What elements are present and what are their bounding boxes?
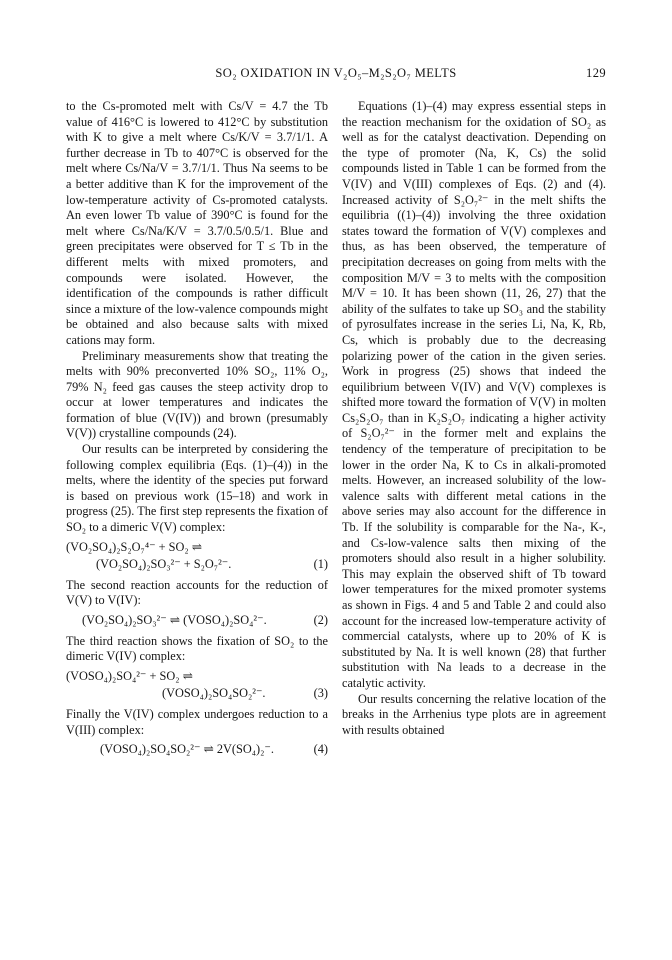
paragraph-continuation: to the Cs-promoted melt with Cs/V = 4.7 the Tb value of 416°C is lowered to 412°C by substitution with K to give a melt where Cs/K/V = 3.7/1/1. A further decrease in Tb to 407°C is observed for the melt where Cs/Na/V = 3.7/1/1. Thus Na seems to be a better additive than K for the improvement of the low-temperature activity of Cs-promoted catalysts. An even lower Tb value of 390°C is found for the melt where Cs/Na/K/V = 3.7/0.5/0.5/1. Blue and green precipitates were observed for T ≤ Tb in the different melts with mixed promoters, and compounds were isolated. However, the identification of the compounds is rather difficult since a mixture of the low-valence compounds might be obtained and also because salts with mixed cations may form. [66, 99, 328, 347]
equation-2 [66, 613, 328, 630]
equation-3-line-1 [66, 669, 328, 686]
equation-1-line-2 [66, 557, 328, 574]
paragraph-equations-discussion: Equations (1)–(4) may express essential steps in the reaction mechanism for the oxidation of SO₂ as well as for the catalyst deactivation. Depending on the type of promoter (Na, K, Cs) the solid compounds listed in Table 1 can be formed from the V(IV) and V(III) complexes of Eqs. (2) and (4). Increased activity of S₂O₇²⁻ in the melt shifts the equilibria ((1)–(4)) involving the three oxidation states toward the formation of V(V) complexes and thus, as has been observed, the temperature of precipitation decreases on going from melts with the composition M/V = 3 to melts with the composition M/V = 10. It has been shown (11, 26, 27) that the ability of the sulfates to take up SO₃ and the stability of pyrosulfates increase in the series Li, Na, K, Rb, Cs, which is probably due to the decreasing polarizing power of the cation in the given series. Work in progress (25) shows that indeed the equilibrium between V(IV) and V(V) complexes is shifted more toward the formation of V(V) in molten Cs₂S₂O₇ than in K₂S₂O₇ indicating a higher activity of S₂O₇²⁻ in the former melt and explains the tendency of the temperature of precipitation to be lower in the order Na, K to Cs in alkali-promoted melts. However, an increased solubility of the low-valence salts with different metal cations in the above series may also account for the difference in Tb. If the solubility is comparable for the Na-, K-, and Cs-low-valence salts then mixing of the promoters should also result in a higher solubility. This may explain the observed shift of Tb toward lower temperatures for the mixed promoter systems as shown in Figs. 4 and 5 and Table 2 and could also account for the increased low-temperature activity of commercial catalysts, where up to 20% of K is substituted by Na. It is well known (28) that further substitution with Na leads to a decrease in the catalytic activity. [342, 99, 606, 690]
equation-1-number: (1) [313, 556, 328, 571]
equation-4 [66, 742, 328, 759]
left-column [66, 99, 328, 759]
page-header [66, 66, 606, 84]
equation-1-rhs: (VO₂SO₄)₂SO₃²⁻ + S₂O₇²⁻. [96, 556, 232, 571]
equation-3-rhs: (VOSO₄)₂SO₄SO₂²⁻. [162, 686, 266, 700]
paragraph-second-reaction: The second reaction accounts for the reduction of V(V) to V(IV): [66, 577, 328, 608]
equation-1-line-1 [66, 540, 328, 557]
equation-4-body: (VOSO₄)₂SO₄SO₂²⁻ ⇌ 2V(SO₄)₂⁻. [100, 742, 274, 757]
equation-1-lhs: (VO₂SO₄)₂S₂O₇⁴⁻ + SO₂ ⇌ [66, 539, 203, 554]
right-column [342, 99, 606, 738]
equation-3-number: (3) [313, 686, 328, 700]
paragraph-final-reduction: Finally the V(IV) complex undergoes reduction to a V(III) complex: [66, 707, 328, 737]
paragraph-arrhenius-breaks: Our results concerning the relative location of the breaks in the Arrhenius type plots are in agreement with results obtained [342, 691, 606, 737]
page-number: 129 [586, 66, 606, 80]
equation-4-number: (4) [313, 742, 328, 757]
running-title: SO₂ OXIDATION IN V₂O₅–M₂S₂O₇ MELTS [215, 66, 457, 80]
paragraph-interpretation: Our results can be interpreted by considering the following complex equilibria (Eqs. (1)–(4)) in the melts, where the identity of the species put forward is based on previous work (15–18) and work in progress (25). The first step represents the fixation of SO₂ to a dimeric V(V) complex: [66, 442, 328, 535]
equation-2-number: (2) [313, 612, 328, 627]
equation-3-lhs: (VOSO₄)₂SO₄²⁻ + SO₂ ⇌ [66, 669, 193, 683]
paragraph-preliminary-measurements: Preliminary measurements show that treating the melts with 90% preconverted 10% SO₂, 11% O₂, 79% N₂ feed gas causes the steep activity drop to occur at lower temperatures and indicates the formation of blue (V(IV)) and brown (presumably V(V)) crystalline compounds (24). [66, 348, 328, 441]
equation-2-body: (VO₂SO₄)₂SO₃²⁻ ⇌ (VOSO₄)₂SO₄²⁻. [82, 612, 267, 627]
equation-3-line-2 [66, 686, 328, 703]
paragraph-third-reaction: The third reaction shows the fixation of SO₂ to the dimeric V(IV) complex: [66, 633, 328, 664]
